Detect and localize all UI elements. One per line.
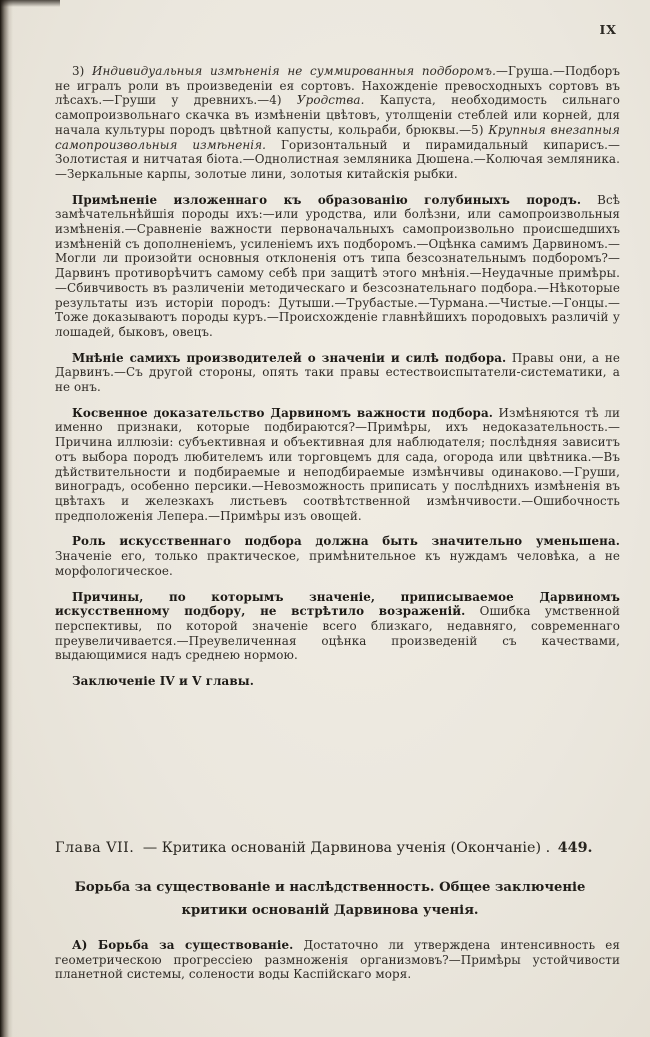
toc-paragraphs: [55, 64, 620, 689]
section-heading-line2: критики основаній Дарвинова ученія.: [181, 903, 479, 918]
paragraph-lead-bold: Роль искусственнаго подбора должна быть значительно уменьшена.: [72, 534, 620, 549]
paragraph-term-italic: Крупныя внезапныя самопроизвольныя измѣненія.: [55, 122, 620, 152]
toc-paragraph: [55, 534, 620, 578]
paragraph-text: Капуста, необходимость сильнаго самопроизвольнаго скачка въ измѣненіи цвѣтовъ, утолщеніи стеблей или корней, для начала культуры породъ цвѣтной капусты, кольраби, брюквы.—5): [55, 93, 620, 137]
paragraph-lead-bold: А) Борьба за существованіе.: [72, 938, 294, 952]
chapter-page-ref: 449.: [557, 840, 593, 856]
paragraph-text: 3): [72, 64, 93, 78]
paragraph-text: Значеніе его, только практическое, примѣнительное къ нуждамъ человѣка, а не морфологическое.: [55, 549, 620, 578]
toc-paragraph: [55, 351, 620, 395]
page-number: IX: [599, 22, 617, 37]
paragraph-text: Достаточно ли утверждена интенсивность ея геометрическою прогрессіею размноженія организмовъ?—Примѣры устойчивости планетной системы, солености воды Каспійскаго моря.: [55, 938, 620, 982]
paragraph-text: Горизонтальный и пирамидальный кипарисъ.—Золотистая и нитчатая біота.—Однолистная земляника Дюшена.—Колючая земляника.—Зеркальные карпы, золотые лини, золотыя китайскія рыбки.: [55, 137, 621, 181]
toc-paragraph: [55, 590, 620, 664]
paragraph-lead-bold: Заключеніе IV и V главы.: [72, 674, 254, 689]
chapter-label: Глава VII.: [55, 840, 135, 856]
chapter-heading-line: [55, 839, 622, 857]
chapter-body-paragraphs: [55, 938, 620, 982]
toc-paragraph: [55, 406, 620, 524]
paragraph-term-italic: Уродства.: [296, 93, 365, 108]
paragraph-term-italic: Индивидуальныя измѣненія не суммированныя подборомъ.: [92, 64, 496, 78]
toc-paragraph: [55, 64, 620, 182]
paragraph-text: —Груша.—Подборъ не игралъ роли въ произведеніи ея сортовъ. Нахожденіе превосходныхъ сортовъ въ лѣсахъ.—Груши у древнихъ.—4): [55, 64, 620, 108]
paragraph-lead-bold: Косвенное доказательство Дарвиномъ важности подбора.: [72, 405, 494, 420]
paragraph-lead-bold: Примѣненіе изложеннаго къ образованію голубиныхъ породъ.: [72, 192, 582, 207]
chapter-title: — Критика основаній Дарвинова ученія (Окончаніе) .: [142, 840, 551, 856]
paragraph-text: Правы они, а не Дарвинъ.—Съ другой стороны, опять таки правы естествоиспытатели-систематики, а не онъ.: [55, 350, 620, 395]
paragraph-lead-bold: Мнѣніе самихъ производителей о значеніи и силѣ подбора.: [72, 350, 507, 365]
scan-edge-artifact: [0, 0, 60, 7]
section-heading-line1: Борьба за существованіе и наслѣдственность. Общее заключеніе: [74, 880, 586, 895]
paragraph-lead-bold: Причины, по которымъ значеніе, приписываемое Дарвиномъ искусственному подбору, не встрѣтило возраженій.: [55, 589, 620, 619]
paragraph-text: Измѣняются тѣ ли именно признаки, которые подбираются?—Примѣры, ихъ недоказательность.—Причина иллюзіи: субъективная и объективная для наблюдателя; послѣдняя зависитъ отъ выбора породъ любителемъ или торговцемъ для сада, огорода или цвѣтника.—Въ дѣйствительности и подбираемые и неподбираемые измѣнчивы одинаково.—Груши, виноградъ, особенно персики.—Невозможность приписать у послѣднихъ измѣненія въ цвѣтахъ и железкахъ листьевъ соотвѣтственной измѣнчивости.—Ошибочность предположенія Лепера.—Примѣры изъ овощей.: [55, 405, 620, 523]
paragraph-text: Ошибка умственной перспективы, по которой значеніе всего близкаго, недавняго, современнаго преувеличивается.—Преувеличенная оцѣнка произведеній съ качествами, выдающимися надъ среднею нормою.: [55, 604, 620, 663]
toc-paragraph: [55, 674, 620, 689]
chapter-body-paragraph: [55, 938, 620, 982]
toc-paragraph: [55, 193, 620, 340]
section-heading: [38, 876, 622, 922]
paragraph-text: Всѣ замѣчательнѣйшія породы ихъ:—или уродства, или болѣзни, или самопроизвольныя измѣненія.—Сравненіе важности первоначальныхъ самопроизвольно происшедшихъ измѣненій съ дополненіемъ, усиленіемъ ихъ подборомъ.—Оцѣнка самимъ Дарвиномъ.—Могли ли произойти основныя отклоненія отъ типа безсознательнымъ подборомъ?—Дарвинъ противорѣчитъ самому себѣ при защитѣ этого мнѣнія.—Неудачные примѣры.—Сбивчивость въ различеніи методическаго и безсознательнаго подбора.—Нѣкоторые результаты изъ исторіи породъ: Дутыши.—Трубастые.—Турмана.—Чистые.—Гонцы.—Тоже доказываютъ породы куръ.—Происхожденіе главнѣйшихъ породовыхъ различій у лошадей, быковъ, овецъ.: [55, 192, 621, 339]
page-gutter-shadow: [0, 0, 13, 1037]
